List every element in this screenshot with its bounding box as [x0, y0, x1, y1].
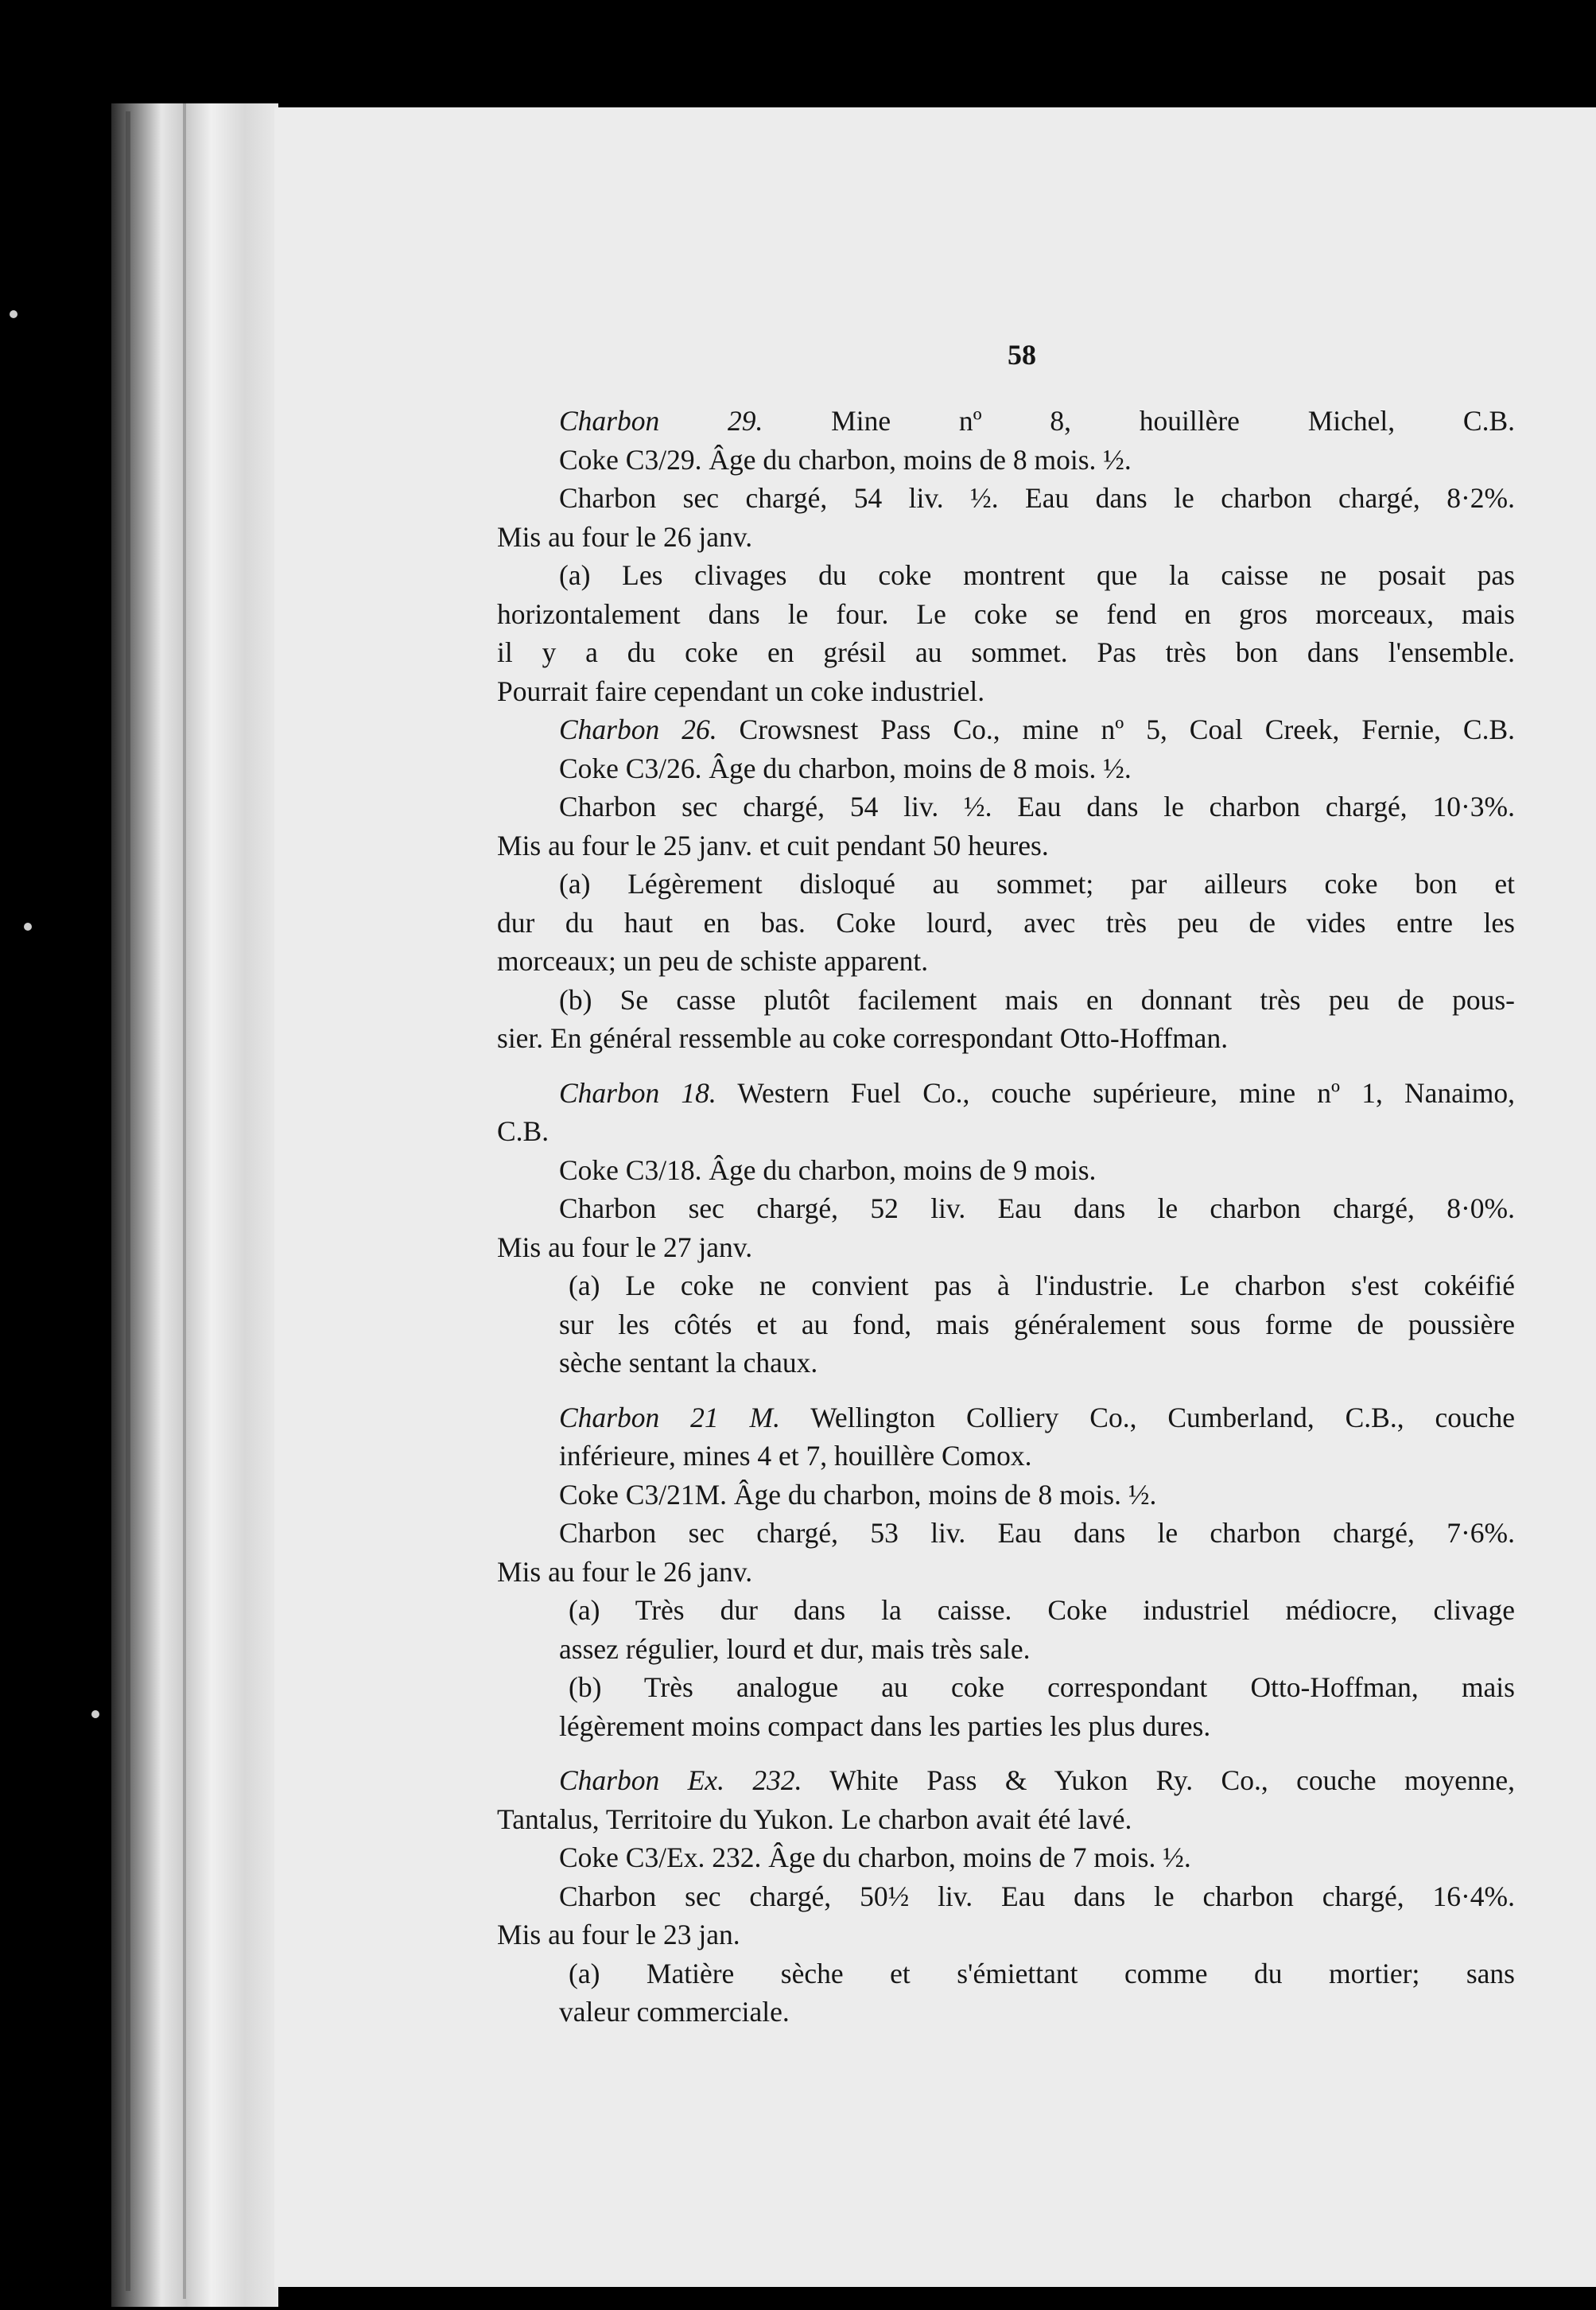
- text-line: horizontalement dans le four. Le coke se fend en gros morceaux, mais: [497, 597, 1515, 630]
- text-line: Mis au four le 26 janv.: [497, 1555, 753, 1588]
- text-line: sur les côtés et au fond, mais généralement sous forme de poussière: [559, 1308, 1515, 1340]
- text-line: Coke C3/26. Âge du charbon, moins de 8 mois. ½.: [559, 752, 1132, 784]
- scan-speck: [24, 923, 32, 931]
- text-line: (a) Matière sèche et s'émiettant comme du mortier; sans: [569, 1957, 1515, 1989]
- text-line: Pourrait faire cependant un coke industriel.: [497, 675, 985, 707]
- text-line: (b) Très analogue au coke correspondant Otto-Hoffman, mais: [569, 1671, 1515, 1703]
- entry-title: Crowsnest Pass Co., mine nº 5, Coal Creek, Fernie, C.B.: [739, 714, 1516, 745]
- text-line: Charbon sec chargé, 52 liv. Eau dans le charbon chargé, 8·0%.: [559, 1192, 1515, 1224]
- text-line: (a) Les clivages du coke montrent que la caisse ne posait pas: [559, 559, 1515, 591]
- text-line: C.B.: [497, 1115, 549, 1147]
- entry-label: Charbon 26.: [559, 714, 717, 745]
- entry-heading-line: [497, 1398, 1515, 1437]
- text-line: (a) Le coke ne convient pas à l'industrie. Le charbon s'est cokéifié: [569, 1270, 1515, 1301]
- entry-title: White Pass & Yukon Ry. Co., couche moyenne,: [829, 1764, 1516, 1796]
- text-line: (b) Se casse plutôt facilement mais en donnant très peu de pous-: [559, 983, 1515, 1016]
- text-line: Charbon sec chargé, 50½ liv. Eau dans le charbon chargé, 16·4%.: [559, 1880, 1515, 1912]
- entry-label: Charbon 18.: [559, 1076, 716, 1109]
- text-line: valeur commerciale.: [559, 1996, 790, 2028]
- text-line: dur du haut en bas. Coke lourd, avec très peu de vides entre les: [497, 906, 1515, 939]
- text-line: Coke C3/21M. Âge du charbon, moins de 8 mois. ½.: [559, 1478, 1157, 1511]
- scanned-page: [274, 107, 1596, 2287]
- text-line: Coke C3/Ex. 232. Âge du charbon, moins de 7 mois. ½.: [559, 1841, 1191, 1873]
- text-line: Coke C3/18. Âge du charbon, moins de 9 mois.: [559, 1153, 1097, 1186]
- entry-heading-line: [497, 402, 1515, 441]
- entry-label: Charbon 29.: [559, 405, 763, 437]
- text-line: (a) Très dur dans la caisse. Coke industriel médiocre, clivage: [569, 1594, 1515, 1626]
- book-binding: [111, 103, 278, 2307]
- entry-title: Western Fuel Co., couche supérieure, mine nº 1, Nanaimo,: [737, 1076, 1515, 1109]
- text-line: légèrement moins compact dans les parties les plus dures.: [559, 1709, 1211, 1742]
- entry-label: Charbon 21 M.: [559, 1401, 780, 1433]
- text-line: Mis au four le 23 jan.: [497, 1919, 740, 1950]
- entry-heading-line: [497, 1761, 1515, 1800]
- text-line: assez régulier, lourd et dur, mais très sale.: [559, 1632, 1031, 1665]
- text-line: Charbon sec chargé, 54 liv. ½. Eau dans le charbon chargé, 10·3%.: [559, 791, 1515, 822]
- text-line: Charbon sec chargé, 53 liv. Eau dans le charbon chargé, 7·6%.: [559, 1517, 1515, 1549]
- page-number: 58: [1008, 339, 1036, 371]
- text-line: Coke C3/29. Âge du charbon, moins de 8 mois. ½.: [559, 443, 1132, 476]
- text-line: (a) Légèrement disloqué au sommet; par ailleurs coke bon et: [559, 868, 1515, 900]
- entry-heading-line: [497, 1074, 1515, 1113]
- scan-speck: [91, 1710, 99, 1718]
- entry-label: Charbon Ex. 232.: [559, 1764, 802, 1796]
- text-line: sèche sentant la chaux.: [559, 1347, 818, 1379]
- page-body: [497, 402, 1515, 2032]
- entry-heading-line: [497, 710, 1515, 749]
- entry-title: Wellington Colliery Co., Cumberland, C.B., couche: [810, 1401, 1515, 1433]
- text-line: Mis au four le 25 janv. et cuit pendant 50 heures.: [497, 829, 1049, 861]
- text-line: Mis au four le 26 janv.: [497, 520, 753, 553]
- text-line: Tantalus, Territoire du Yukon. Le charbon avait été lavé.: [497, 1802, 1132, 1835]
- text-line: Mis au four le 27 janv.: [497, 1231, 753, 1263]
- text-line: il y a du coke en grésil au sommet. Pas très bon dans l'ensemble.: [497, 636, 1515, 668]
- text-line: sier. En général ressemble au coke correspondant Otto-Hoffman.: [497, 1022, 1229, 1054]
- text-line: morceaux; un peu de schiste apparent.: [497, 945, 929, 977]
- scan-speck: [10, 310, 17, 318]
- text-line: Charbon sec chargé, 54 liv. ½. Eau dans le charbon chargé, 8·2%.: [559, 482, 1515, 514]
- text-line: inférieure, mines 4 et 7, houillère Comox.: [559, 1440, 1032, 1472]
- entry-title: Mine nº 8, houillère Michel, C.B.: [831, 405, 1516, 437]
